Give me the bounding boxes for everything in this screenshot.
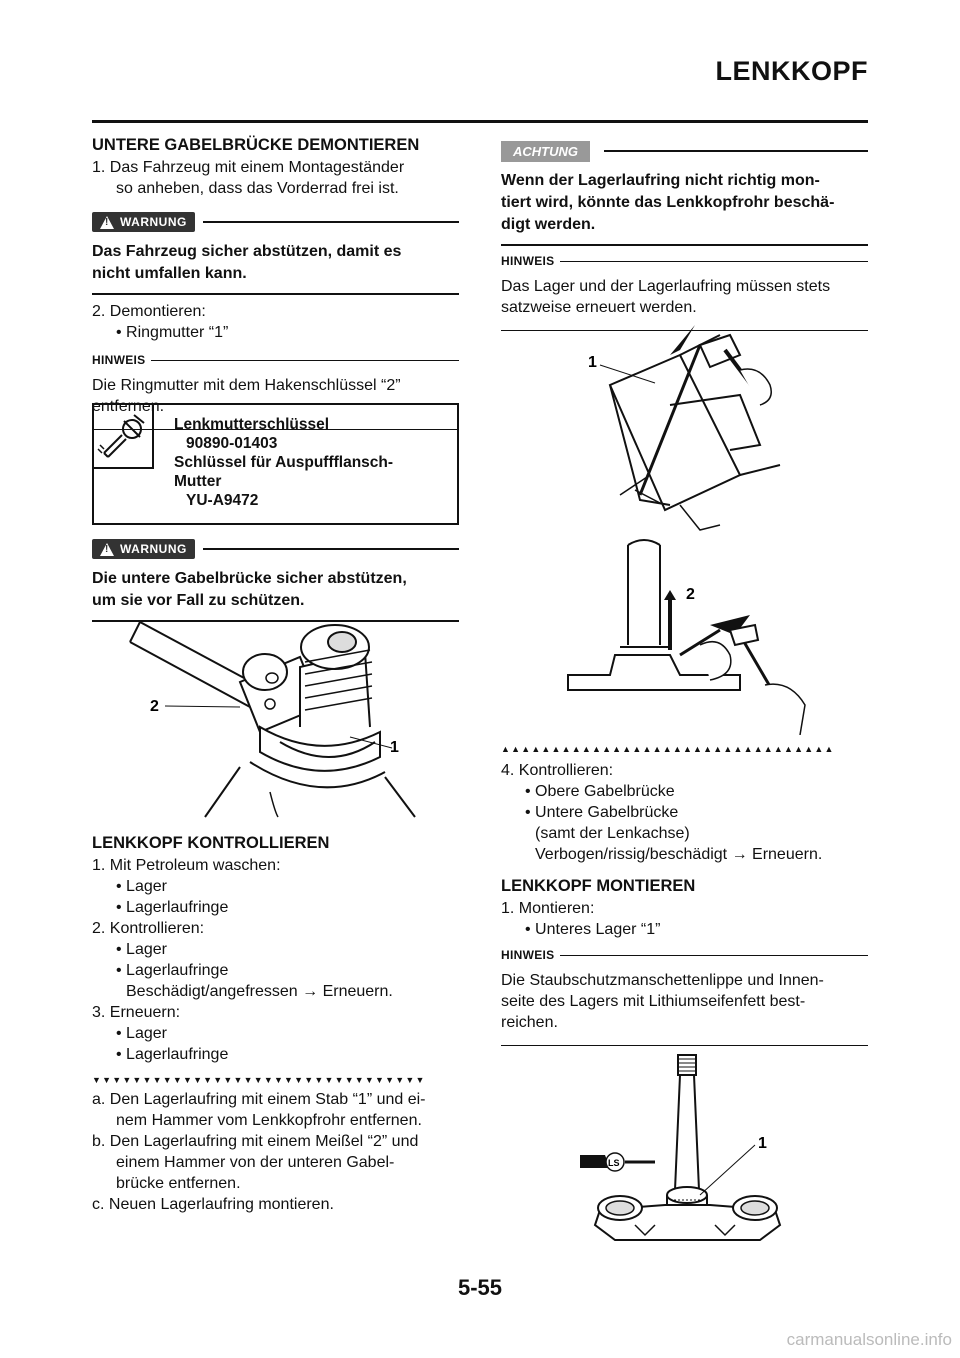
header-rule (92, 120, 868, 123)
warning-text-1b: nicht umfallen kann. (92, 265, 247, 282)
warning-triangle-icon (100, 216, 114, 229)
achtung-header (501, 140, 868, 162)
page-number: 5-55 (457, 1275, 503, 1300)
fig2-callout-2: 2 (686, 586, 695, 603)
page-title: LENKKOPF (715, 56, 868, 86)
figure-race-removal (560, 325, 850, 735)
warning-triangle-icon (100, 543, 114, 556)
warning-text-2: Die untere Gabelbrücke sicher abstützen, (92, 570, 407, 587)
achtung-badge: ACHTUNG (501, 141, 590, 162)
triangle-row-up: ▲▲▲▲▲▲▲▲▲▲▲▲▲▲▲▲▲▲▲▲▲▲▲▲▲▲▲▲▲▲▲▲▲ (501, 744, 835, 754)
hinweis-header-3: HINWEIS (501, 946, 868, 964)
hinweis-text-1b: entfernen. (92, 398, 165, 415)
section-title-montieren: LENKKOPF MONTIEREN (501, 877, 696, 895)
left-column-3: LENKKOPF KONTROLLIEREN 1. Mit Petroleum waschen: • Lager • Lagerlaufringe 2. Kontrollieren: • Lager • Lagerlaufringe Beschädigt/angefressen → Erneuern. 3. Erneuern: • Lager • Lagerlaufringe ▼▼▼▼▼▼▼▼▼▼▼▼▼▼▼▼▼▼▼▼▼▼▼▼▼▼▼▼▼▼▼▼▼ a. Den Lagerlaufring mit einem Stab “1” und ei- nem Hammer vom Lenkkopfrohr entfernen. b. Den Lagerlaufring mit einem Meißel “2” und einem Hammer von der unteren Gabel- brücke entfernen. c. Neuen Lagerlaufring montieren. (92, 834, 459, 1215)
left-column-2 (92, 538, 459, 622)
fig3-ls-label: LS (608, 1158, 620, 1168)
special-tool-box (92, 403, 459, 525)
triangle-row-down: ▼▼▼▼▼▼▼▼▼▼▼▼▼▼▼▼▼▼▼▼▼▼▼▼▼▼▼▼▼▼▼▼▼ (92, 1075, 426, 1085)
step-2: 2. Demontieren: (92, 303, 206, 320)
step-2-item: • Ringmutter “1” (116, 324, 229, 341)
hinweis-header-2: HINWEIS (501, 252, 868, 270)
hinweis-header: HINWEIS (92, 351, 459, 369)
step-1: 1. Das Fahrzeug mit einem Montageständer (92, 159, 405, 176)
fig1-callout-1: 1 (390, 739, 399, 756)
figure-lower-bracket (575, 1050, 825, 1255)
warning-text-1: Das Fahrzeug sicher abstützen, damit es (92, 243, 402, 260)
right-column-2: ▲▲▲▲▲▲▲▲▲▲▲▲▲▲▲▲▲▲▲▲▲▲▲▲▲▲▲▲▲▲▲▲▲ 4. Kontrollieren: • Obere Gabelbrücke • Untere Gabelbrücke (samt der Lenkachse) Verbogen/rissig/beschädigt → Erneuern. LENKKOPF MONTIEREN 1. Montieren: • Unteres Lager “1” HINWEIS Die Staubschutzmanschettenlippe und Innen- seite des Lagers mit Lithiumseifenfett best- reichen. (501, 744, 868, 1046)
watermark: carmanualsonline.info (786, 1330, 952, 1349)
step-1-cont: so anheben, dass das Vorderrad frei ist. (116, 180, 399, 197)
warning-badge-2: ! WARNUNG (92, 539, 195, 559)
fig2-callout-1: 1 (588, 354, 597, 371)
tool-text: Lenkmutterschlüssel 90890-01403 Schlüssel für Auspuffflansch- Mutter YU-A9472 (174, 416, 394, 509)
figure-ring-nut (120, 612, 420, 822)
warning-text-2b: um sie vor Fall zu schützen. (92, 592, 305, 609)
right-column: ACHTUNG Wenn der Lagerlaufring nicht richtig mon- tiert wird, könnte das Lenkkopfrohr beschä- digt werden. HINWEIS Das Lager und der Lagerlaufring müssen stets satzweise erneuert werden. (501, 140, 868, 331)
warning-header (92, 211, 459, 233)
fig3-callout-1: 1 (758, 1135, 767, 1152)
warning-header-2 (92, 538, 459, 560)
warning-badge: ! WARNUNG (92, 212, 195, 232)
tool-icon-cell (94, 405, 154, 469)
wrench-icon (94, 405, 152, 467)
hinweis-text-1: Die Ringmutter mit dem Hakenschlüssel “2” (92, 377, 401, 394)
section-title-kontrollieren: LENKKOPF KONTROLLIEREN (92, 834, 330, 852)
section-title-demontieren: UNTERE GABELBRÜCKE DEMONTIEREN (92, 136, 420, 154)
left-column (92, 136, 459, 430)
fig1-callout-2: 2 (150, 698, 159, 715)
